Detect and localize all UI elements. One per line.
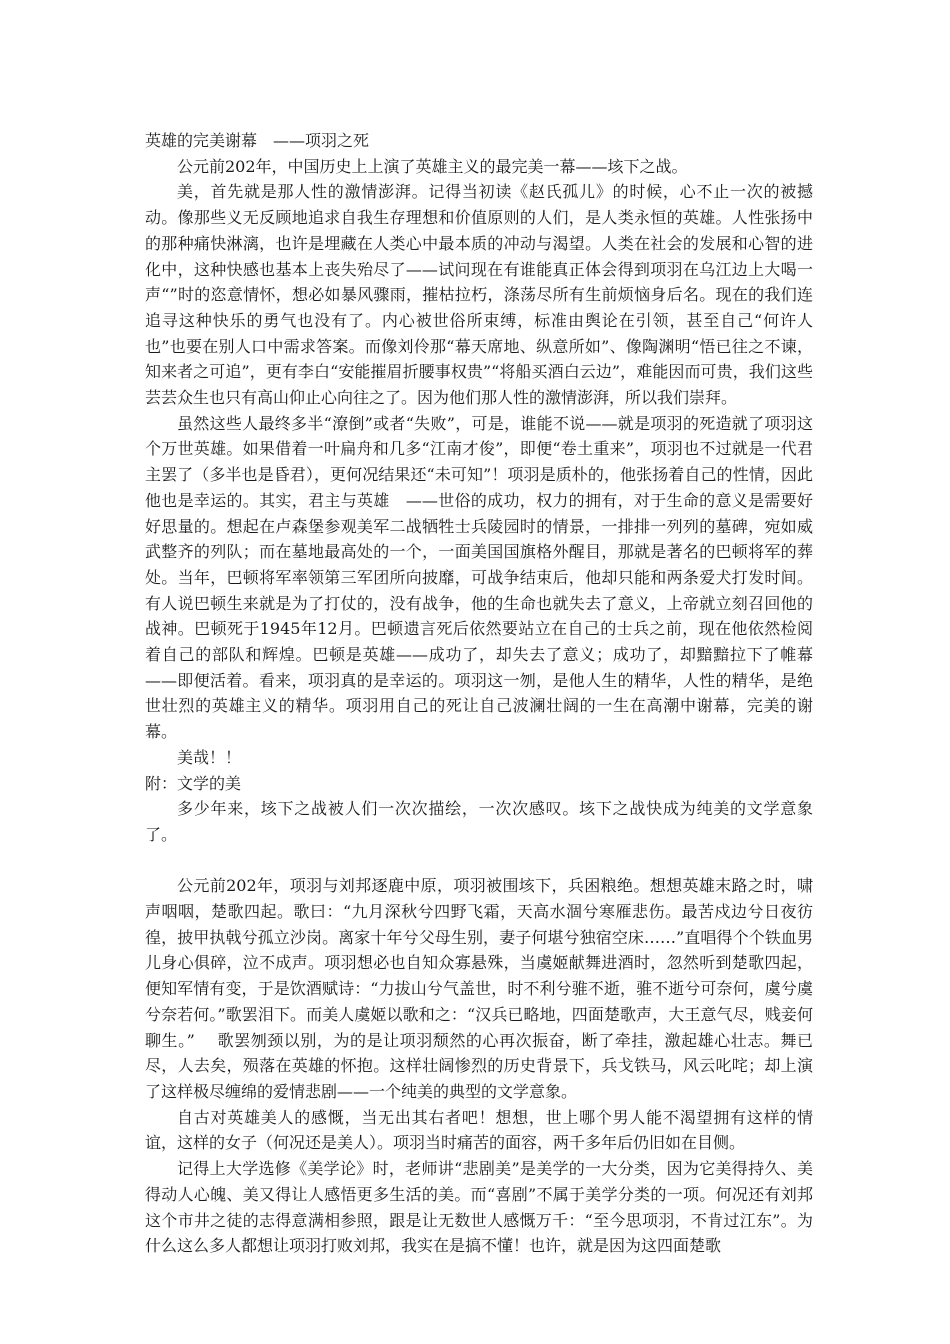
- body-paragraph: 美哉！！: [177, 747, 242, 767]
- body-paragraph: 自古对英雄美人的感慨，当无出其右者吧！想想，世上哪个男人能不渴望拥有这样的情谊，这样的女子（何况还是美人）。项羽当时痛苦的面容，两千多年后仍旧如在目侧。: [145, 1107, 813, 1153]
- document-page: [145, 128, 813, 1259]
- body-paragraph: 虽然这些人最终多半“潦倒”或者“失败”，可是，谁能不说——就是项羽的死造就了项羽这个万世英雄。如果借着一叶扁舟和几多“江南才俊”，即便“卷土重来”，项羽也不过就是一代君主罢了（多半也是昏君），更何况结果还“未可知”！项羽是质朴的，他张扬着自己的性情，因此他也是幸运的。其实，君主与英雄 ——世俗的成功，权力的拥有，对于生命的意义是需要好好思量的。想起在卢森堡参观美军二战牺牲士兵陵园时的情景，一排排一列列的墓碑，宛如威武整齐的列队；而在墓地最高处的一个，一面美国国旗格外醒目，那就是著名的巴顿将军的葬处。当年，巴顿将军率领第三军团所向披靡，可战争结束后，他却只能和两条爱犬打发时间。有人说巴顿生来就是为了打仗的，没有战争，他的生命也就失去了意义，上帝就立刻召回他的战神。巴顿死于1945年12月。巴顿遗言死后依然要站立在自己的士兵之前，现在他依然检阅着自己的部队和辉煌。巴顿是英雄——成功了，却失去了意义；成功了，却黯黯拉下了帷幕——即便活着。看来，项羽真的是幸运的。项羽这一刎，是他人生的精华，人性的精华，是绝世壮烈的英雄主义的精华。项羽用自己的死让自己波澜壮阔的一生在高潮中谢幕，完美的谢幕。: [145, 413, 813, 742]
- blank-line: [145, 848, 813, 874]
- appendix-heading: 附：文学的美: [145, 773, 242, 793]
- intro-paragraph: 公元前202年，中国历史上上演了英雄主义的最完美一幕——垓下之战。: [177, 156, 688, 176]
- document-title: 英雄的完美谢幕 ——项羽之死: [145, 131, 370, 150]
- body-paragraph: 美，首先就是那人性的激情澎湃。记得当初读《赵氏孤儿》的时候，心不止一次的被撼动。像那些义无反顾地追求自我生存理想和价值原则的人们，是人类永恒的英雄。人性张扬中的那种痛快淋漓，也许是埋藏在人类心中最本质的冲动与渴望。人类在社会的发展和心智的进化中，这种快感也基本上丧失殆尽了——试问现在有谁能真正体会得到项羽在乌江边上大喝一声“”时的恣意情怀，想必如暴风骤雨，摧枯拉朽，涤荡尽所有生前烦恼身后名。现在的我们连追寻这种快乐的勇气也没有了。内心被世俗所束缚，标准由舆论在引领，甚至自己“何许人也”也要在别人口中需求答案。而像刘伶那“幕天席地、纵意所如”、像陶渊明“悟已往之不谏，知来者之可追”，更有李白“安能摧眉折腰事权贵”“将船买酒白云边”，难能因而可贵，我们这些芸芸众生也只有高山仰止心向往之了。因为他们那人性的激情澎湃，所以我们崇拜。: [145, 182, 813, 408]
- body-paragraph: 记得上大学选修《美学论》时，老师讲“悲剧美”是美学的一大分类，因为它美得持久、美得动人心魄、美又得让人感悟更多生活的美。而“喜剧”不属于美学分类的一项。何况还有刘邦这个市井之徒的志得意满相参照，跟是让无数世人感慨万千：“至今思项羽，不肯过江东”。为什么这么多人都想让项羽打败刘邦，我实在是搞不懂！也许，就是因为这四面楚歌: [145, 1159, 813, 1256]
- appendix-intro: 多少年来，垓下之战被人们一次次描绘，一次次感叹。垓下之战快成为纯美的文学意象了。: [145, 799, 813, 844]
- body-paragraph: 公元前202年，项羽与刘邦逐鹿中原，项羽被围垓下，兵困粮绝。想想英雄末路之时，啸声咽咽，楚歌四起。歌曰：“九月深秋兮四野飞霜，天高水涸兮寒雁悲伤。最苦戍边兮日夜彷徨，披甲执戟兮孤立沙岗。离家十年兮父母生别，妻子何堪兮独宿空床……”直唱得个个铁血男儿身心俱碎，泣不成声。项羽想必也自知众寡悬殊，当虞姬献舞进酒时，忽然听到楚歌四起，便知军情有变，于是饮酒赋诗：“力拔山兮气盖世，时不利兮骓不逝，骓不逝兮可奈何，虞兮虞兮奈若何。”歌罢泪下。而美人虞姬以歌和之：“汉兵已略地，四面楚歌声，大王意气尽，贱妾何聊生。” 歌罢刎颈以别，为的是让项羽颓然的心再次振奋，断了牵挂，激起雄心壮志。舞已尽，人去矣，殒落在英雄的怀抱。这样壮阔惨烈的历史背景下，兵戈铁马，风云叱咤；却上演了这样极尽缠绵的爱情悲剧——一个纯美的典型的文学意象。: [145, 876, 813, 1101]
